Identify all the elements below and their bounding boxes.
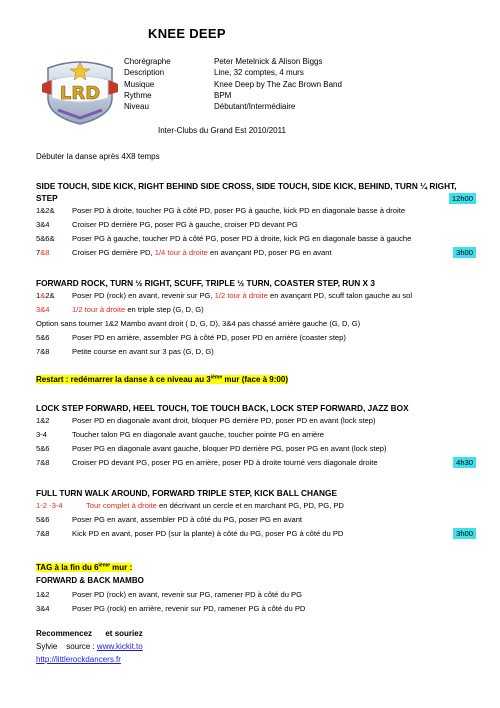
step-text: Toucher talon PG en diagonale avant gauche, toucher pointe PG en arrière <box>72 430 325 439</box>
info-key: Rythme <box>124 90 152 100</box>
step-count: 7&8 <box>36 347 50 356</box>
source-link[interactable]: www.kickit.to <box>96 642 143 651</box>
step-text: Poser PG en avant, assembler PD à côté du PG, poser PG en avant <box>72 515 303 524</box>
lrd-logo <box>40 58 120 126</box>
step-text: Croiser PG derrière PD, 1/4 tour à droite en avançant PD, poser PG en avant <box>72 248 332 257</box>
step-count: 7&8 <box>36 529 50 538</box>
info-row <box>124 56 342 67</box>
step-count: 5&6 <box>36 333 50 342</box>
tag-heading: TAG à la fin du 6ième mur : <box>36 562 133 572</box>
step-text: Croiser PD devant PG, poser PG en arrière, poser PD à droite tourné vers diagonale droite <box>72 458 378 467</box>
step-count: 3-4 <box>36 430 47 439</box>
step-row <box>36 499 476 513</box>
section-heading: FULL TURN WALK AROUND, FORWARD TRIPLE STEP, KICK BALL CHANGE <box>36 488 337 498</box>
step-count: 5&6 <box>36 444 50 453</box>
section-heading: LOCK STEP FORWARD, HEEL TOUCH, TOE TOUCH BACK, LOCK STEP FORWARD, JAZZ BOX <box>36 403 409 413</box>
step-row <box>36 588 476 602</box>
step-text: Poser PG à gauche, toucher PD à côté PG, poser PD à droite, kick PG en diagonale basse à gauche <box>72 234 412 243</box>
section-heading: SIDE TOUCH, SIDE KICK, RIGHT BEHIND SIDE CROSS, SIDE TOUCH, SIDE KICK, BEHIND, TURN ¼ RIGHT, <box>36 181 457 191</box>
logo-text: LRD <box>59 83 101 104</box>
step-row <box>36 527 476 541</box>
info-row <box>124 79 342 90</box>
step-row <box>36 456 476 470</box>
step-count: 1&2 <box>36 589 50 599</box>
section-heading-cont: STEP <box>36 193 58 203</box>
step-row <box>36 602 476 616</box>
step-row <box>36 246 476 260</box>
step-text: Poser PD en diagonale avant droit, bloquer PG derrière PD, poser PD en avant (lock step) <box>72 416 376 425</box>
section-2 <box>36 277 476 359</box>
footer-source: Sylvie source : www.kickit.to <box>36 642 143 651</box>
info-value: Peter Metelnick & Alison Biggs <box>214 57 323 66</box>
step-row <box>36 513 476 527</box>
section-4 <box>36 487 476 541</box>
wall-badge: 3h00 <box>453 247 476 258</box>
wall-badge: 3h00 <box>453 528 476 539</box>
section-1 <box>36 180 476 260</box>
step-count: 1-2 -3-4 <box>36 501 63 510</box>
step-text: Petite course en avant sur 3 pas (G, D, G) <box>72 347 214 356</box>
step-text: Poser PG (rock) en arrière, revenir sur PD, ramener PG à côté du PD <box>72 603 306 613</box>
wall-badge: 4h30 <box>453 457 476 468</box>
info-row <box>124 90 342 101</box>
info-row <box>124 67 342 78</box>
info-value: Débutant/Intermédiaire <box>214 102 296 112</box>
info-row <box>124 101 342 112</box>
step-count: 1&2& <box>36 206 55 215</box>
footer <box>36 627 143 666</box>
info-key: Chorégraphe <box>124 57 171 66</box>
info-key: Niveau <box>124 102 149 112</box>
tag-title: FORWARD & BACK MAMBO <box>36 575 144 585</box>
clubs-line: Inter-Clubs du Grand Est 2010/2011 <box>158 126 286 135</box>
start-note: Débuter la danse après 4X8 temps <box>36 152 160 161</box>
info-block <box>124 56 342 112</box>
step-row <box>36 345 476 359</box>
wall-badge: 12h00 <box>449 193 476 204</box>
site-link[interactable]: http://littlerockdancers.fr <box>36 655 121 664</box>
step-count: 3&4 <box>36 603 50 613</box>
step-count: 3&4 <box>36 305 50 314</box>
info-key: Description <box>124 68 165 78</box>
info-key: Musique <box>124 79 155 89</box>
step-row <box>36 303 476 317</box>
step-row <box>36 442 476 456</box>
step-row <box>36 414 476 428</box>
step-row <box>36 204 476 218</box>
section-heading: FORWARD ROCK, TURN ½ RIGHT, SCUFF, TRIPLE ½ TURN, COASTER STEP, RUN X 3 <box>36 278 375 288</box>
step-text: Croiser PD derrière PG, poser PG à gauche, croiser PD devant PG <box>72 220 298 229</box>
option-note: Option sans tourner 1&2 Mambo avant droit ( D, G, D), 3&4 pas chassé arrière gauche (G, D, G) <box>36 319 361 328</box>
step-row <box>36 232 476 246</box>
step-count: 1&2 <box>36 416 50 425</box>
section-3 <box>36 402 476 470</box>
step-row <box>36 428 476 442</box>
step-count: 3&4 <box>36 220 50 229</box>
section-heading <box>36 192 476 204</box>
footer-recommence: Recommencez et souriez <box>36 629 143 638</box>
info-value: BPM <box>214 90 232 100</box>
step-text: Tour complet à droite en décrivant un cercle et en marchant PG, PD, PG, PD <box>86 501 344 510</box>
step-count: 5&6 <box>36 515 50 524</box>
step-text: 1/2 tour à droite en triple step (G, D, G) <box>72 305 204 314</box>
step-text: Kick PD en avant, poser PD (sur la plante) à côté du PG, poser PG à côté du PD <box>72 529 344 538</box>
page-title: KNEE DEEP <box>148 26 226 41</box>
step-count: 7&8 <box>36 248 50 257</box>
info-value: Line, 32 comptes, 4 murs <box>214 68 304 78</box>
restart-note: Restart : redémarrer la danse à ce niveau au 3ième mur (face à 9:00) <box>36 374 288 384</box>
step-row <box>36 218 476 232</box>
step-count: 5&6& <box>36 234 55 243</box>
step-row <box>36 331 476 345</box>
step-row <box>36 289 476 303</box>
step-text: Poser PG en diagonale avant gauche, bloquer PD derrière PG, poser PG en avant (lock step) <box>72 444 387 453</box>
info-value: Knee Deep by The Zac Brown Band <box>214 79 342 89</box>
step-text: Poser PD en arrière, assembler PG à côté PD, poser PD en arrière (coaster step) <box>72 333 346 342</box>
step-text: Poser PD (rock) en avant, revenir sur PG, 1/2 tour à droite en avançant PD, scuff talon gauche au sol <box>72 291 413 300</box>
step-text: Poser PD à droite, toucher PG à côté PD, poser PG à gauche, kick PD en diagonale basse à droite <box>72 206 406 215</box>
step-count: 7&8 <box>36 458 50 467</box>
tag-section <box>36 559 476 616</box>
step-text: Poser PD (rock) en avant, revenir sur PG, ramener PD à côté du PG <box>72 589 303 599</box>
step-count: 1&2& <box>36 291 55 300</box>
